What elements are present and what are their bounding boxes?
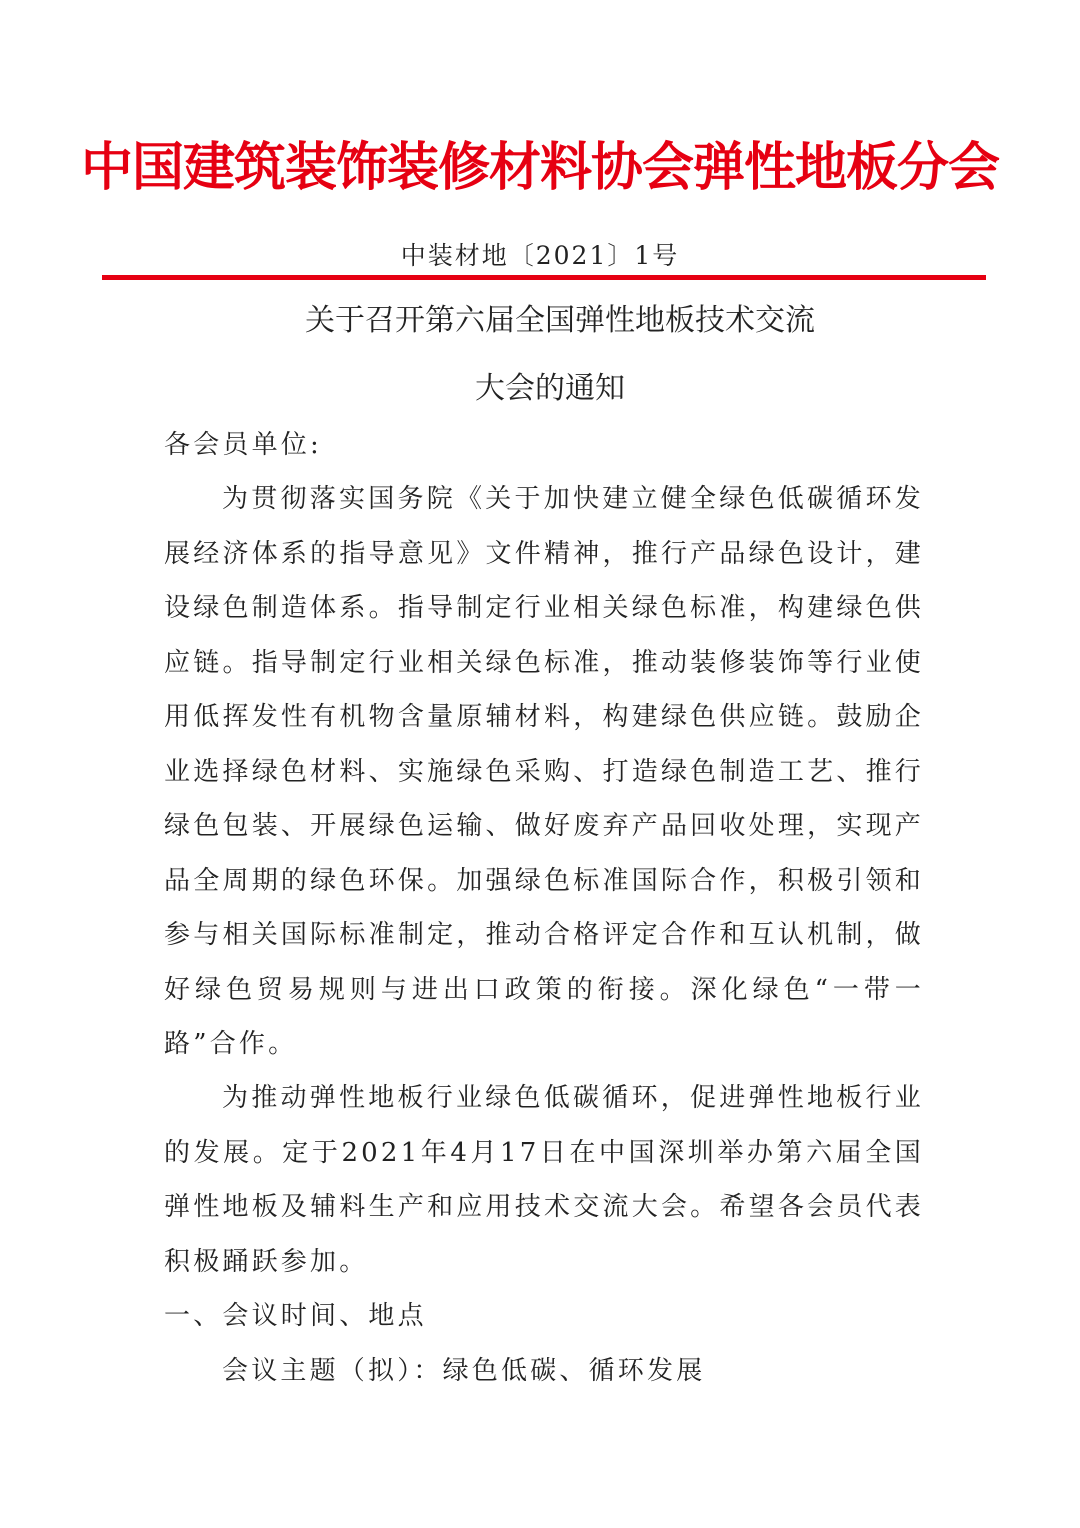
red-divider-line — [102, 275, 986, 280]
body-paragraph-1: 为贯彻落实国务院《关于加快建立健全绿色低碳循环发展经济体系的指导意见》文件精神，推行产品绿色设计，建设绿色制造体系。指导制定行业相关绿色标准，构建绿色供应链。指导制定行业相关绿色标准，推动装修装饰等行业使用低挥发性有机物含量原辅材料，构建绿色供应链。鼓励企业选择绿色材料、实施绿色采购、打造绿色制造工艺、推行绿色包装、开展绿色运输、做好废弃产品回收处理，实现产品全周期的绿色环保。加强绿色标准国际合作，积极引领和参与相关国际标准制定，推动合格评定合作和互认机制，做好绿色贸易规则与进出口政策的衔接。深化绿色“一带一路”合作。 — [164, 484, 924, 1059]
notice-title-line2: 大会的通知 — [475, 371, 625, 406]
meeting-theme: 会议主题（拟）：绿色低碳、循环发展 — [222, 1356, 706, 1386]
document-number: 中装材地〔2021〕1号 — [400, 241, 680, 270]
organization-title: 中国建筑装饰装修材料协会弹性地板分会 — [80, 138, 999, 198]
body-paragraph-2: 为推动弹性地板行业绿色低碳循环，促进弹性地板行业的发展。定于2021年4月17日在中国深圳举办第六届全国弹性地板及辅料生产和应用技术交流大会。希望各会员代表积极踊跃参加。 — [164, 1083, 924, 1277]
salutation: 各会员单位: — [164, 430, 322, 460]
section-heading-time-location: 一、会议时间、地点 — [164, 1301, 427, 1331]
notice-title-line1: 关于召开第六届全国弹性地板技术交流 — [305, 303, 815, 338]
